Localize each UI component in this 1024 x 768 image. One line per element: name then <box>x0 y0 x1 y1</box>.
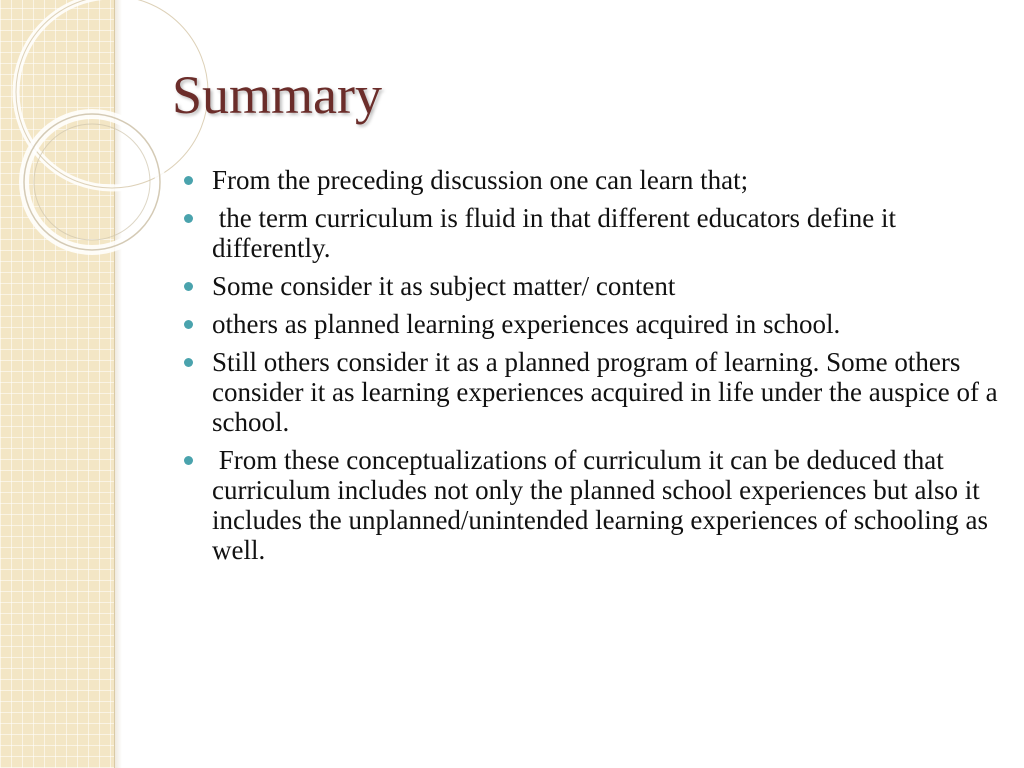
bullet-item <box>212 203 1002 263</box>
bullet-item <box>212 165 1002 195</box>
bullet-dot-icon <box>184 358 193 367</box>
bullet-dot-icon <box>184 214 193 223</box>
slide-title: Summary <box>172 65 382 125</box>
bullet-dot-icon <box>184 282 193 291</box>
bullet-dot-icon <box>184 456 193 465</box>
bullet-dot-icon <box>184 176 193 185</box>
bullet-item <box>212 271 1002 301</box>
bullet-dot-icon <box>184 320 193 329</box>
bullet-item <box>212 309 1002 339</box>
bullet-list <box>212 165 1005 573</box>
bullet-text: From these conceptualizations of curriculum it can be deduced that curriculum includes not only the planned school experiences but also it includes the unplanned/unintended learning experiences of schooling as well. <box>212 445 995 565</box>
bullet-text: Some consider it as subject matter/ content <box>212 271 676 301</box>
decorative-rings-icon <box>0 0 200 260</box>
bullet-text: Still others consider it as a planned program of learning. Some others consider it as learning experiences acquired in life under the auspice of a school. <box>212 347 1005 437</box>
bullet-text: others as planned learning experiences acquired in school. <box>212 309 841 339</box>
bullet-text: From the preceding discussion one can learn that; <box>212 165 749 195</box>
bullet-item <box>212 347 1005 437</box>
bullet-item <box>212 445 1002 565</box>
bullet-text: the term curriculum is fluid in that different educators define it differently. <box>212 203 903 263</box>
